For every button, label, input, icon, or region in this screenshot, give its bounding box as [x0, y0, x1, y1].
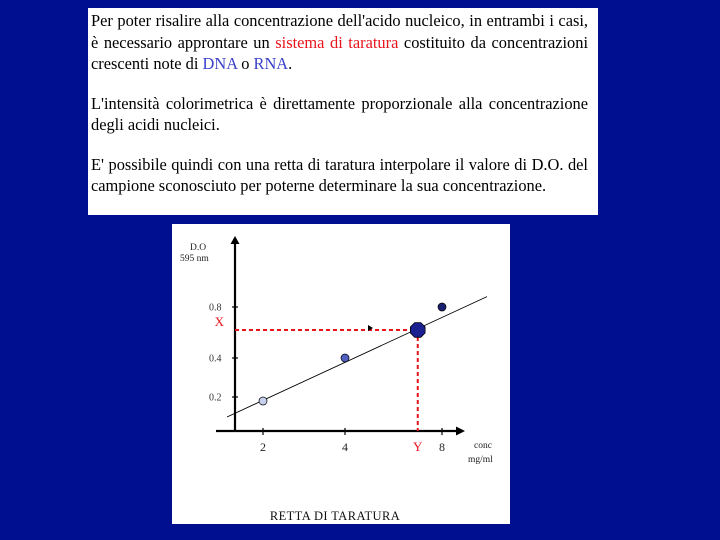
- calibration-chart-panel: [172, 224, 510, 524]
- unknown-od-label: X: [214, 313, 224, 329]
- paragraph-calibration-end: .: [288, 54, 293, 73]
- calibration-point: [438, 303, 446, 311]
- paragraph-calibration-text-2: costituito da concentrazioni crescenti note di: [91, 32, 588, 73]
- y-tick-label: 0.4: [209, 353, 222, 365]
- chart-caption: RETTA DI TARATURA: [269, 509, 401, 523]
- y-tick-label: 0.2: [209, 392, 222, 404]
- y-axis-label-line2: 595 nm: [180, 254, 209, 264]
- text-panel: [88, 8, 598, 215]
- calibration-point: [341, 354, 349, 362]
- y-axis-arrow: [231, 236, 240, 244]
- paragraph-interpolation: E' possibile quindi con una retta di taratura interpolare il valore di D.O. del campione sconosciuto per poterne determinare la sua concentrazione.: [91, 154, 588, 195]
- x-axis-label-line1: conc: [474, 441, 492, 451]
- paragraph-calibration-text: Per poter risalire alla concentrazione dell'acido nucleico, in entrambi i casi, è necessario approntare un: [91, 11, 588, 52]
- paragraph-calibration: [91, 10, 588, 75]
- x-tick-label: 2: [260, 440, 266, 454]
- rna-highlight: RNA: [253, 54, 289, 73]
- unknown-sample-point: [410, 323, 425, 338]
- y-tick-label: 0.8: [209, 302, 222, 314]
- y-axis-label-line1: D.O: [190, 243, 207, 253]
- x-tick-label: 8: [439, 440, 445, 454]
- unknown-concentration-label: Y: [413, 439, 423, 454]
- x-axis-arrow: [456, 427, 465, 436]
- x-axis-label-line2: mg/ml: [468, 455, 493, 465]
- or-text: o: [237, 54, 254, 73]
- calibration-point: [259, 397, 267, 405]
- x-tick-label: 4: [342, 440, 348, 454]
- calibration-chart: [172, 224, 510, 524]
- calibration-system-highlight: sistema di taratura: [275, 32, 399, 52]
- paragraph-proportional: L'intensità colorimetrica è direttamente proporzionale alla concentrazione degli acidi nucleici.: [91, 93, 588, 134]
- dna-highlight: DNA: [202, 54, 238, 73]
